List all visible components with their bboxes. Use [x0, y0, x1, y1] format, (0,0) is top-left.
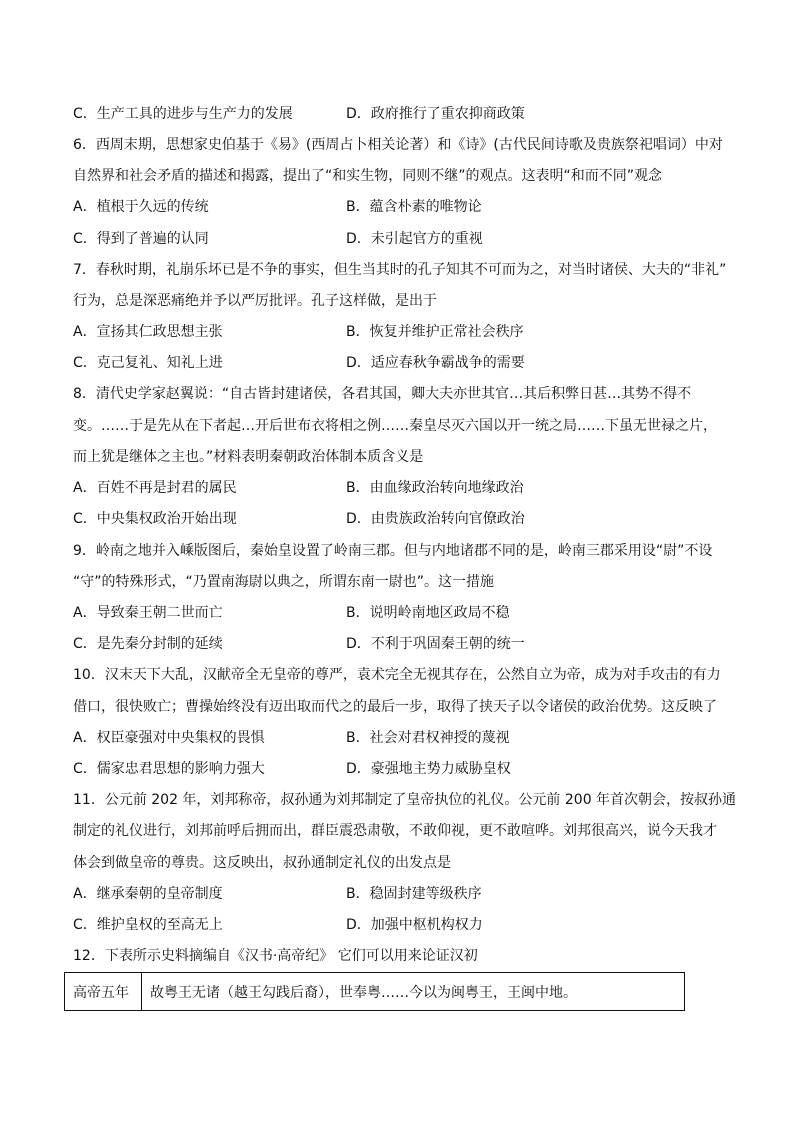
q6-option-c: C．得到了普遍的认同: [73, 231, 209, 247]
q9-option-b: B．说明岭南地区政局不稳: [346, 605, 510, 621]
q8-stem-line-3: 而上犹是继体之主也。”材料表明秦朝政治体制本质含义是: [73, 449, 424, 465]
q11-stem-line-2: 制定的礼仪进行，刘邦前呼后拥而出，群臣震恐肃敬，不敢仰视，更不敢喧哗。刘邦很高兴，说今天我才: [73, 823, 717, 839]
q10-stem-line-2: 借口，很快败亡；曹操始终没有迈出取而代之的最后一步，取得了挟天子以令诸侯的政治优势。这反映了: [73, 699, 717, 715]
q7-option-c: C．克己复礼、知礼上进: [73, 355, 223, 371]
q11-option-d: D．加强中枢机构权力: [346, 917, 483, 933]
q10-stem-line-1: 10．汉末天下大乱，汉献帝全无皇帝的尊严，袁术完全无视其存在，公然自立为帝，成为对手攻击的有力: [73, 667, 721, 683]
q6-option-a: A．植根于久远的传统: [73, 199, 209, 215]
q6-option-d: D．未引起官方的重视: [346, 231, 483, 247]
q6-stem-line-2: 自然界和社会矛盾的描述和揭露，提出了“和实生物，同则不继”的观点。这表明“和而不同”观念: [73, 168, 663, 184]
q8-option-d: D．由贵族政治转向官僚政治: [346, 511, 525, 527]
q6-stem-line-1: 6．西周末期，思想家史伯基于《易》(西周占卜相关论著）和《诗》(古代民间诗歌及贵族祭祀唱词）中对: [73, 137, 723, 153]
q9-option-d: D．不利于巩固秦王朝的统一: [346, 636, 525, 652]
q7-option-d: D．适应春秋争霸战争的需要: [346, 355, 525, 371]
q11-option-c: C．维护皇权的至高无上: [73, 917, 223, 933]
q12-source-table: [64, 972, 685, 1011]
q10-option-d: D．豪强地主势力威胁皇权: [346, 761, 511, 777]
q11-option-a: A．继承秦朝的皇帝制度: [73, 886, 223, 902]
q9-stem-line-2: “守”的特殊形式，“乃置南海尉以典之，所谓东南一尉也”。这一措施: [73, 574, 495, 590]
q9-option-a: A．导致秦王朝二世而亡: [73, 605, 223, 621]
q8-stem-line-1: 8．清代史学家赵翼说：“自古皆封建诸侯，各君其国，卿大夫亦世其官…其后积弊日甚…其势不得不: [73, 386, 692, 402]
table-cell-text: 故粤王无诸（越王勾践后裔），世奉粤……今以为闽粤王，王闽中地。: [142, 973, 685, 1011]
q11-option-b: B．稳固封建等级秩序: [346, 886, 482, 902]
q7-stem-line-2: 行为，总是深恶痛绝并予以严厉批评。孔子这样做，是出于: [73, 293, 437, 309]
q8-option-c: C．中央集权政治开始出现: [73, 511, 237, 527]
q7-option-b: B．恢复并维护正常社会秩序: [346, 324, 524, 340]
q8-option-a: A．百姓不再是封君的属民: [73, 480, 237, 496]
q9-option-c: C．是先秦分封制的延续: [73, 636, 223, 652]
q10-option-c: C．儒家忠君思想的影响力强大: [73, 761, 265, 777]
q7-option-a: A．宣扬其仁政思想主张: [73, 324, 223, 340]
q8-option-b: B．由血缘政治转向地缘政治: [346, 480, 524, 496]
q11-stem-line-3: 体会到做皇帝的尊贵。这反映出，叔孙通制定礼仪的出发点是: [73, 855, 451, 871]
q12-stem: 12．下表所示史料摘编自《汉书·高帝纪》 它们可以用来论证汉初: [73, 948, 478, 964]
q10-option-b: B．社会对君权神授的蔑视: [346, 730, 510, 746]
table-cell-year: 高帝五年: [65, 973, 142, 1011]
q10-option-a: A．权臣豪强对中央集权的畏惧: [73, 730, 265, 746]
q6-option-b: B．蕴含朴素的唯物论: [346, 199, 482, 215]
q7-stem-line-1: 7．春秋时期，礼崩乐坏已是不争的事实，但生当其时的孔子知其不可而为之，对当时诸侯、大夫的“非礼”: [73, 262, 727, 278]
q9-stem-line-1: 9．岭南之地并入嵊版图后，秦始皇设置了岭南三郡。但与内地诸郡不同的是，岭南三郡采用设“尉”不设: [73, 543, 713, 559]
q8-stem-line-2: 变。……于是先从在下者起…开后世布衣将相之例……秦皇尽灭六国以开一统之局……下虽无世禄之片，: [73, 418, 717, 434]
q5-option-c: C．生产工具的进步与生产力的发展: [73, 106, 293, 122]
table-row: [65, 973, 685, 1011]
q5-option-d: D．政府推行了重农抑商政策: [346, 106, 525, 122]
q11-stem-line-1: 11．公元前 202 年，刘邦称帝，叔孙通为刘邦制定了皇帝执位的礼仪。公元前 200 年首次朝会，按叔孙通: [73, 792, 737, 808]
